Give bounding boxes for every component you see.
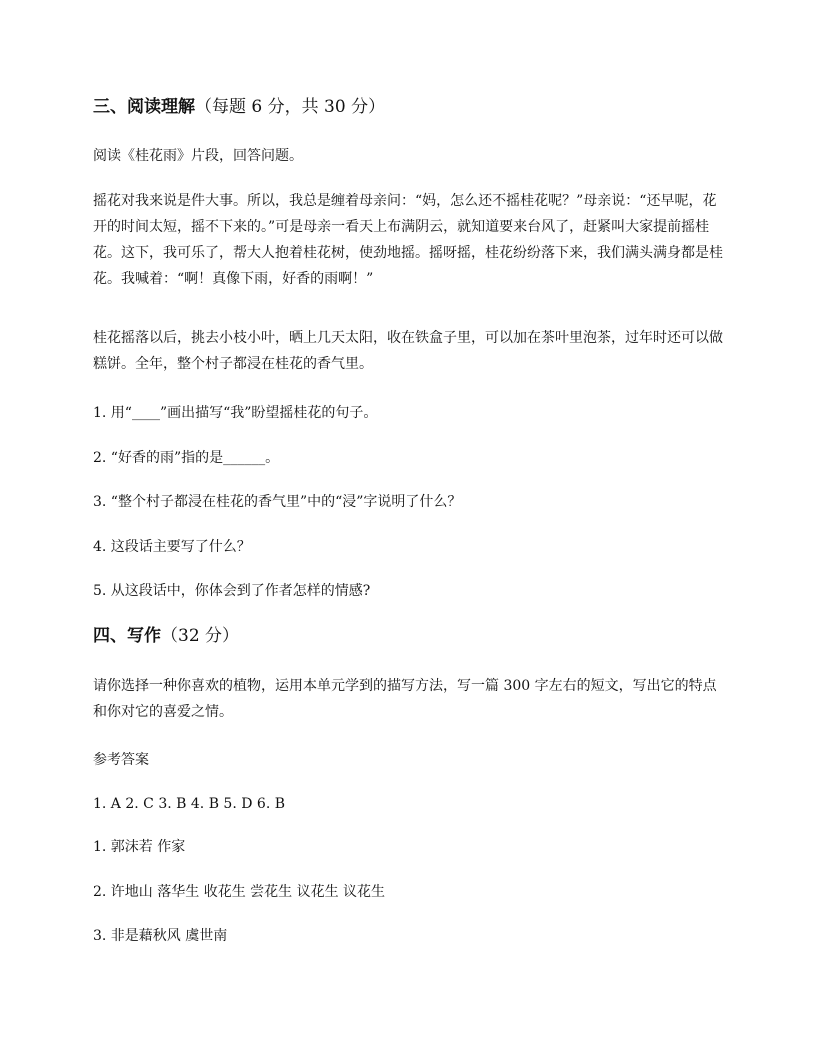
writing-prompt: 请你选择一种你喜欢的植物，运用本单元学到的描写方法，写一篇 300 字左右的短文，写出它的特点和你对它的喜爱之情。	[93, 678, 717, 720]
answer-line-2: 1. 郭沫若 作家	[93, 839, 186, 855]
answer-line-3: 2. 许地山 落华生 收花生 尝花生 议花生 议花生	[93, 884, 386, 900]
section4-title: 四、写作	[93, 626, 161, 646]
answer-line-4: 3. 非是藉秋风 虞世南	[93, 928, 228, 944]
answers-title: 参考答案	[93, 752, 149, 768]
answer-line-1: 1. A 2. C 3. B 4. B 5. D 6. B	[93, 796, 286, 812]
reading-intro: 阅读《桂花雨》片段，回答问题。	[93, 148, 303, 164]
section3-title: 三、阅读理解	[93, 97, 195, 117]
question-2: 2. “好香的雨”指的是______。	[93, 450, 280, 466]
question-1: 1. 用“____”画出描写“我”盼望摇桂花的句子。	[93, 405, 378, 421]
section3-heading	[93, 95, 723, 119]
passage-paragraph-2: 桂花摇落以后，挑去小枝小叶，晒上几天太阳，收在铁盒子里，可以加在茶叶里泡茶，过年时还可以做糕饼。全年，整个村子都浸在桂花的香气里。	[93, 330, 723, 372]
question-4: 4. 这段话主要写了什么？	[93, 539, 251, 555]
question-3: 3. “整个村子都浸在桂花的香气里”中的“浸”字说明了什么？	[93, 494, 462, 510]
section4-heading	[93, 624, 723, 648]
question-5: 5. 从这段话中，你体会到了作者怎样的情感?	[93, 583, 371, 599]
passage-paragraph-1: 摇花对我来说是件大事。所以，我总是缠着母亲问：“妈，怎么还不摇桂花呢？”母亲说：“还早呢，花开的时间太短，摇不下来的。”可是母亲一看天上布满阴云，就知道要来台风了，赶紧叫大家提前摇桂花。这下，我可乐了，帮大人抱着桂花树，使劲地摇。摇呀摇，桂花纷纷落下来，我们满头满身都是桂花。我喊着：“啊！真像下雨，好香的雨啊！”	[93, 193, 723, 287]
section3-score-note: （每题 6 分，共 30 分）	[195, 97, 386, 117]
section4-score-note: （32 分）	[161, 626, 240, 646]
